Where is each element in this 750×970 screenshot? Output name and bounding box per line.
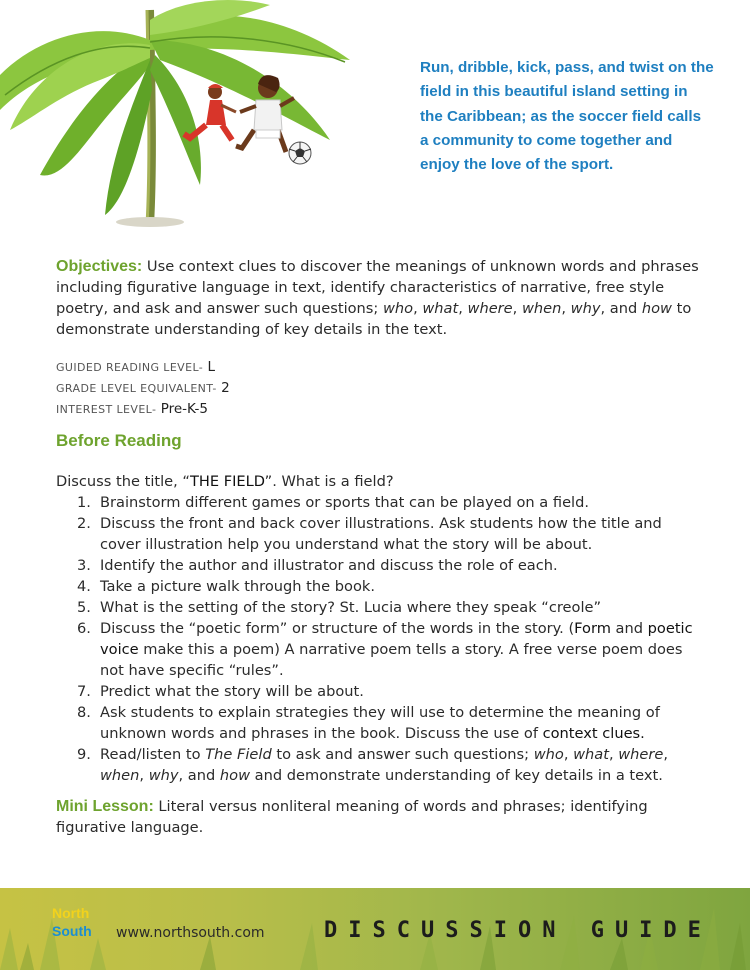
separator: , and [600, 300, 642, 317]
soccer-ball-icon [289, 142, 311, 164]
logo-south: South [52, 923, 92, 939]
before-reading-steps [77, 492, 706, 786]
mini-lesson [56, 796, 706, 838]
emphasis-term: context clues. [542, 725, 645, 742]
question-word: why [570, 300, 601, 317]
before-reading-intro [56, 471, 706, 492]
question-word: what [573, 746, 609, 763]
interest-level [56, 399, 706, 420]
level-label: GUIDED READING LEVEL- [56, 361, 204, 374]
list-item [77, 555, 706, 576]
objectives-text: to demonstrate understanding of key details in the text. [56, 300, 692, 338]
footer-banner [0, 888, 750, 970]
step-text: and demonstrate understanding of key details in a text. [250, 767, 663, 784]
list-item [77, 597, 706, 618]
objectives-paragraph [56, 256, 706, 340]
list-item [77, 513, 706, 555]
list-item [77, 681, 706, 702]
question-word: when [100, 767, 140, 784]
intro-text: Discuss the title, “ [56, 473, 190, 490]
list-number: 8. [77, 704, 91, 721]
list-item [77, 492, 706, 513]
list-number: 2. [77, 515, 91, 532]
question-word: how [219, 767, 251, 784]
list-item [77, 576, 706, 597]
tagline-line: a community to come together and [420, 131, 673, 149]
list-item [77, 618, 706, 681]
objectives-text: Use context clues to discover the meanings of unknown words and phrases including figurative language in text, identify characteristics of narrative, free style poetry, and ask and answer such questions; [56, 258, 699, 317]
list-item-text: Brainstorm different games or sports that can be played on a field. [100, 494, 590, 511]
list-item-text [100, 618, 706, 681]
separator: , [663, 746, 669, 763]
book-title: THE FIELD [189, 473, 265, 490]
separator: , and [178, 767, 220, 784]
northsouth-logo [52, 904, 92, 940]
level-label: INTEREST LEVEL- [56, 403, 157, 416]
logo-north: North [52, 905, 90, 921]
level-value: L [203, 359, 215, 375]
step-text: Ask students to explain strategies they will use to determine the meaning of unknown words and phrases in the book. Discuss the use of [100, 704, 660, 742]
list-number: 6. [77, 620, 91, 637]
separator: , [561, 300, 571, 317]
objectives-label: Objectives: [56, 258, 143, 275]
hero-illustration [0, 0, 400, 235]
step-text: to ask and answer such questions; [271, 746, 534, 763]
step-text: Read/listen to [100, 746, 206, 763]
main-content [56, 256, 706, 838]
grade-level [56, 378, 706, 399]
question-word: why [148, 767, 179, 784]
question-word: what [422, 300, 459, 317]
list-number: 4. [77, 578, 91, 595]
step-text: Discuss the “poetic form” or structure of the words in the story. ( [100, 620, 575, 637]
level-label: GRADE LEVEL EQUIVALENT- [56, 382, 217, 395]
separator: , [458, 300, 468, 317]
list-number: 7. [77, 683, 91, 700]
list-item-text: Take a picture walk through the book. [100, 578, 375, 595]
question-word: where [618, 746, 664, 763]
list-number: 3. [77, 557, 91, 574]
book-title: The Field [205, 746, 272, 763]
question-word: where [467, 300, 513, 317]
question-word: who [382, 300, 414, 317]
list-item-text: Discuss the front and back cover illustrations. Ask students how the title and cover illustration help you understand what the story will be about. [100, 515, 662, 553]
mini-lesson-text: Literal versus nonliteral meaning of words and phrases; identifying figurative language. [56, 798, 648, 836]
question-word: who [533, 746, 564, 763]
guided-reading-level [56, 357, 706, 378]
website-link[interactable]: www.northsouth.com [116, 925, 265, 941]
list-item-text: What is the setting of the story? St. Lucia where they speak “creole” [100, 599, 602, 616]
list-number: 9. [77, 746, 91, 763]
tagline-line: field in this beautiful island setting in [420, 83, 688, 101]
list-item [77, 744, 706, 786]
tagline-line: Run, dribble, kick, pass, and twist on the [420, 59, 714, 76]
emphasis-term: Form [574, 620, 611, 637]
emphasis-term: poetic voice [100, 620, 693, 658]
separator: , [139, 767, 149, 784]
tagline-line: the Caribbean; as the soccer field calls [420, 107, 702, 125]
separator: , [608, 746, 619, 763]
separator: , [413, 300, 423, 317]
list-item [77, 702, 706, 744]
step-text: make this a poem) A narrative poem tells a story. A free verse poem does not have specific “rules”. [100, 641, 683, 679]
reading-levels [56, 357, 706, 420]
level-value: Pre-K-5 [156, 401, 208, 417]
list-item-text: Predict what the story will be about. [100, 683, 364, 700]
intro-text: ”. What is a field? [264, 473, 394, 490]
before-reading-heading: Before Reading [56, 431, 182, 450]
separator: , [512, 300, 522, 317]
separator: , [563, 746, 574, 763]
discussion-guide-title: DISCUSSION GUIDE [324, 918, 712, 943]
list-item-text [100, 702, 706, 744]
question-word: how [641, 300, 672, 317]
tagline-line: enjoy the love of the sport. [420, 156, 614, 174]
list-item-text [100, 744, 706, 786]
list-item-text: Identify the author and illustrator and discuss the role of each. [100, 557, 558, 574]
step-text: and [610, 620, 648, 637]
objectives-section [56, 256, 706, 340]
palm-tree-illustration [0, 0, 400, 235]
level-value: 2 [216, 380, 230, 396]
mini-lesson-label: Mini Lesson: [56, 798, 154, 815]
list-number: 1. [77, 494, 91, 511]
question-word: when [521, 300, 562, 317]
tagline [420, 56, 720, 177]
list-number: 5. [77, 599, 91, 616]
